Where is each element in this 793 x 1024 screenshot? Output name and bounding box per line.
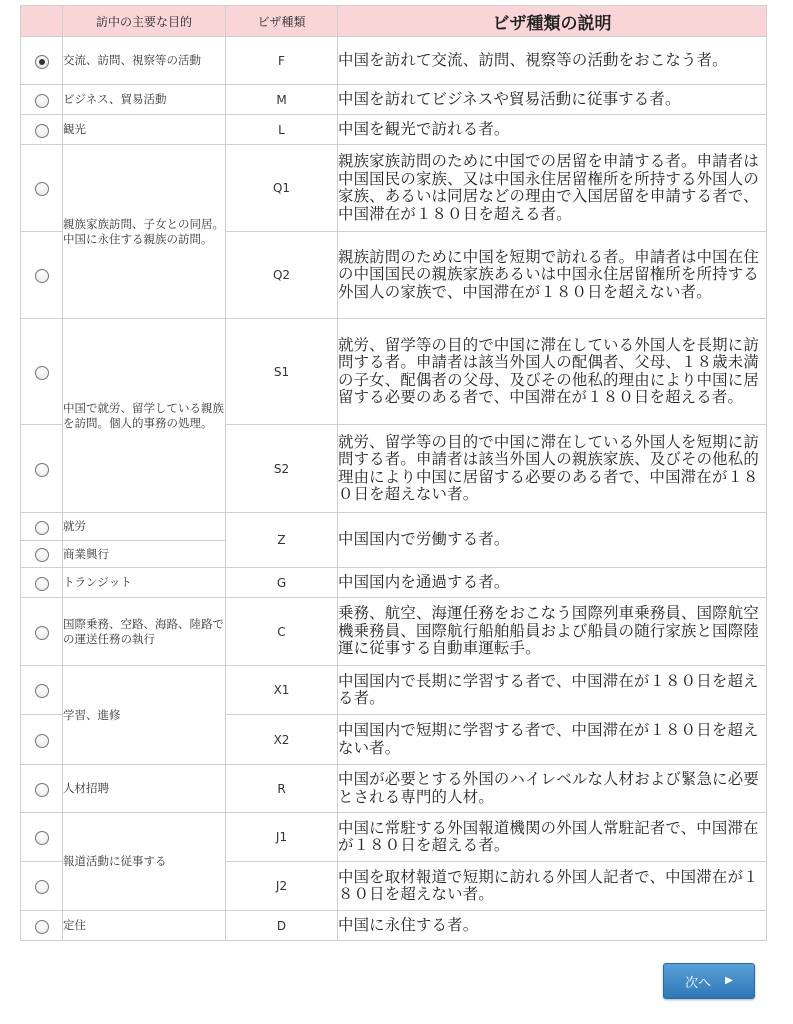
purpose-cell: 就労 — [63, 513, 226, 541]
visa-type-cell: S2 — [226, 425, 338, 513]
visa-radio-q2[interactable] — [35, 269, 49, 283]
visa-radio-s2[interactable] — [35, 463, 49, 477]
purpose-cell: 中国で就労、留学している親族を訪問。個人的事務の処理。 — [63, 319, 226, 513]
description-cell: 中国を訪れて交流、訪問、視察等の活動をおこなう者。 — [338, 37, 767, 85]
table-row — [21, 568, 767, 598]
radio-cell[interactable] — [21, 232, 63, 319]
description-cell: 中国国内で短期に学習する者で、中国滞在が１８０日を超えない者。 — [338, 715, 767, 765]
radio-cell[interactable] — [21, 598, 63, 666]
table-row — [21, 765, 767, 813]
visa-type-cell: S1 — [226, 319, 338, 425]
visa-radio-f[interactable] — [35, 55, 49, 69]
table-row — [21, 85, 767, 115]
description-cell: 中国国内で長期に学習する者で、中国滞在が１８０日を超える者。 — [338, 666, 767, 715]
radio-cell[interactable] — [21, 145, 63, 232]
visa-radio-s1[interactable] — [35, 366, 49, 380]
visa-radio-c[interactable] — [35, 626, 49, 640]
radio-cell[interactable] — [21, 765, 63, 813]
purpose-cell: 定住 — [63, 911, 226, 941]
visa-type-cell: J2 — [226, 862, 338, 911]
table-row — [21, 813, 767, 862]
purpose-cell: 交流、訪問、視察等の活動 — [63, 37, 226, 85]
radio-cell[interactable] — [21, 115, 63, 145]
purpose-cell: 観光 — [63, 115, 226, 145]
visa-type-cell: L — [226, 115, 338, 145]
purpose-cell: 親族家族訪問、子女との同居。中国に永住する親族の訪問。 — [63, 145, 226, 319]
visa-type-cell: C — [226, 598, 338, 666]
next-button-label: 次へ — [685, 975, 712, 991]
visa-radio-j1[interactable] — [35, 831, 49, 845]
next-button[interactable] — [663, 963, 755, 999]
radio-cell[interactable] — [21, 715, 63, 765]
description-cell: 中国に常駐する外国報道機関の外国人常駐記者で、中国滞在が１８０日を超える者。 — [338, 813, 767, 862]
radio-cell[interactable] — [21, 319, 63, 425]
description-cell: 中国国内で労働する者。 — [338, 513, 767, 568]
visa-type-cell: R — [226, 765, 338, 813]
description-cell: 親族家族訪問のために中国での居留を申請する者。申請者は中国国民の家族、又は中国永住居留権所を所持する外国人の家族、あるいは同居などの理由で入国居留を申請する者で、中国滞在が１８０日を超える者。 — [338, 145, 767, 232]
description-cell: 親族訪問のために中国を短期で訪れる者。申請者は中国在住の中国国民の親族家族あるいは中国永住居留権所を所持する外国人の家族で、中国滞在が１８０日を超えない者。 — [338, 232, 767, 319]
radio-cell[interactable] — [21, 862, 63, 911]
description-cell: 中国を訪れてビジネスや貿易活動に従事する者。 — [338, 85, 767, 115]
radio-cell[interactable] — [21, 541, 63, 568]
table-row — [21, 513, 767, 541]
radio-cell[interactable] — [21, 425, 63, 513]
visa-radio-d[interactable] — [35, 920, 49, 934]
description-cell: 中国に永住する者。 — [338, 911, 767, 941]
table-row — [21, 37, 767, 85]
visa-type-cell: G — [226, 568, 338, 598]
visa-radio-z-work[interactable] — [35, 521, 49, 535]
visa-radio-l[interactable] — [35, 124, 49, 138]
visa-radio-z-performance[interactable] — [35, 548, 49, 562]
table-header-row — [21, 6, 767, 37]
description-cell: 中国を取材報道で短期に訪れる外国人記者で、中国滞在が１８０日を超えない者。 — [338, 862, 767, 911]
table-row — [21, 319, 767, 425]
purpose-cell: 国際乗務、空路、海路、陸路での運送任務の執行 — [63, 598, 226, 666]
description-cell: 中国を観光で訪れる者。 — [338, 115, 767, 145]
purpose-cell: 商業興行 — [63, 541, 226, 568]
radio-cell[interactable] — [21, 911, 63, 941]
radio-cell[interactable] — [21, 568, 63, 598]
table-row — [21, 145, 767, 232]
header-radio — [21, 6, 63, 37]
visa-radio-x1[interactable] — [35, 684, 49, 698]
visa-type-cell: Z — [226, 513, 338, 568]
visa-radio-g[interactable] — [35, 577, 49, 591]
table-row — [21, 598, 767, 666]
purpose-cell: 報道活動に従事する — [63, 813, 226, 911]
visa-type-cell: Q2 — [226, 232, 338, 319]
visa-type-cell: X1 — [226, 666, 338, 715]
visa-type-cell: M — [226, 85, 338, 115]
table-row — [21, 911, 767, 941]
table-row — [21, 115, 767, 145]
radio-cell[interactable] — [21, 513, 63, 541]
radio-cell[interactable] — [21, 666, 63, 715]
visa-type-cell: J1 — [226, 813, 338, 862]
visa-radio-r[interactable] — [35, 783, 49, 797]
visa-radio-m[interactable] — [35, 94, 49, 108]
purpose-cell: 人材招聘 — [63, 765, 226, 813]
header-purpose: 訪中の主要な目的 — [63, 6, 226, 37]
caret-right-icon: ▶ — [725, 975, 733, 986]
visa-type-cell: F — [226, 37, 338, 85]
description-cell: 中国が必要とする外国のハイレベルな人材および緊急に必要とされる専門的人材。 — [338, 765, 767, 813]
visa-type-cell: D — [226, 911, 338, 941]
visa-radio-j2[interactable] — [35, 880, 49, 894]
radio-cell[interactable] — [21, 85, 63, 115]
radio-cell[interactable] — [21, 37, 63, 85]
header-description: ビザ種類の説明 — [338, 6, 767, 37]
header-visa-type: ビザ種類 — [226, 6, 338, 37]
description-cell: 就労、留学等の目的で中国に滞在している外国人を短期に訪問する者。申請者は該当外国人の親族家族、及びその他私的理由により中国に居留する必要のある者で、中国滞在が１８０日を超えない者。 — [338, 425, 767, 513]
description-cell: 中国国内を通過する者。 — [338, 568, 767, 598]
purpose-cell: ビジネス、貿易活動 — [63, 85, 226, 115]
purpose-cell: トランジット — [63, 568, 226, 598]
visa-radio-x2[interactable] — [35, 734, 49, 748]
visa-type-cell: Q1 — [226, 145, 338, 232]
visa-type-cell: X2 — [226, 715, 338, 765]
purpose-cell: 学習、進修 — [63, 666, 226, 765]
table-row — [21, 666, 767, 715]
description-cell: 就労、留学等の目的で中国に滞在している外国人を長期に訪問する者。申請者は該当外国人の配偶者、父母、１８歳未満の子女、配偶者の父母、及びその他私的理由により中国に居留する必要のある者で、中国滞在が１８０日を超える者。 — [338, 319, 767, 425]
description-cell: 乗務、航空、海運任務をおこなう国際列車乗務員、国際航空機乗務員、国際航行船舶船員および船員の随行家族と国際陸運に従事する自動車運転手。 — [338, 598, 767, 666]
radio-cell[interactable] — [21, 813, 63, 862]
visa-radio-q1[interactable] — [35, 182, 49, 196]
visa-type-table — [20, 5, 767, 941]
